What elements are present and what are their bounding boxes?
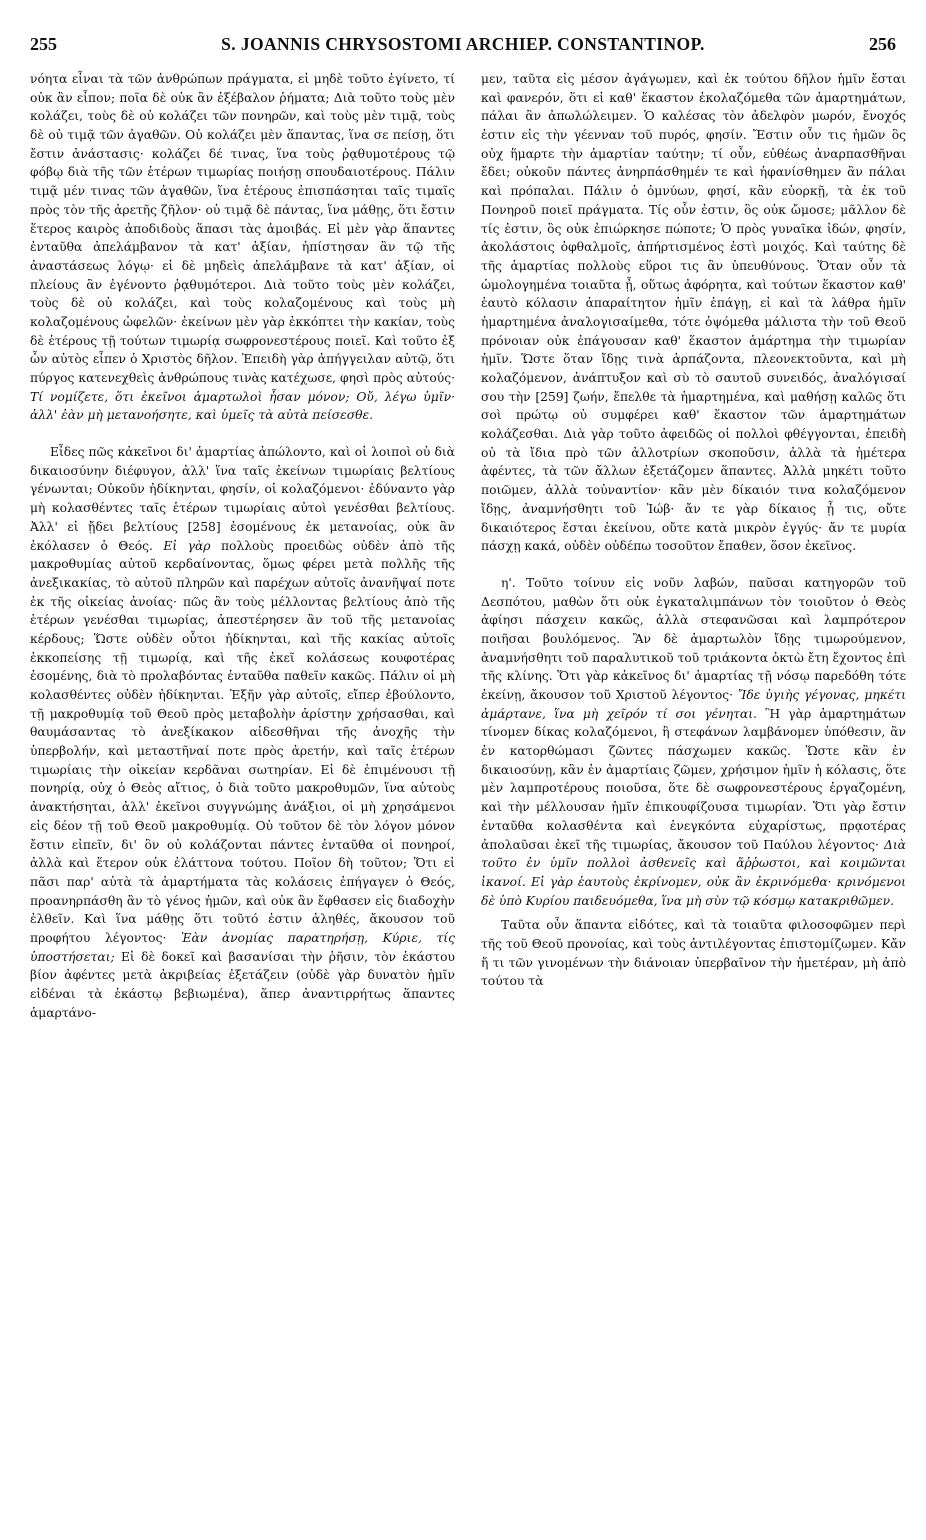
right-column <box>481 70 906 991</box>
scripture-quote: Τί νομίζετε, ὅτι ἐκεῖνοι ἁμαρτωλοὶ ἦσαν μόνον; Οὔ, λέγω ὑμῖν· ἀλλ' ἐὰν μὴ μετανοήσητε, καὶ ὑμεῖς τὰ αὐτὰ πείσεσθε. <box>30 389 455 423</box>
paragraph-text: Εἶδες πῶς κἀκεῖνοι δι' ἁμαρτίας ἀπώλοντο, καὶ οἱ λοιποὶ οὐ διὰ δικαιοσύνην διέφυγον, ἀλλ' ἵνα ταῖς ἐκείνων τιμωρίαις βελτίους γένωνται; Οὐκοῦν ἠδίκηνται, φησίν, οἱ κολαζόμενοι· ἐδύναντο γὰρ μὴ κολασθέντες ταῖς ἑτέρων τιμωρίαις αὐτοὶ γενέσθαι βελτίους. Ἀλλ' εἰ ᾔδει βελτίους [258] ἐσομένους ἐκ μετανοίας, οὐκ ἂν ἐκόλασεν ὁ Θεός. <box>30 445 455 553</box>
paragraph-text: νόητα εἶναι τὰ τῶν ἀνθρώπων πράγματα, εἰ μηδὲ τοῦτο ἐγίνετο, τί οὐκ ἂν εἶπον; ποῖα δὲ οὐκ ἂν ἐξέβαλον ῥήματα; Διὰ τοῦτο τοὺς μὲν κολάζει, τοὺς δὲ οὐ κολάζει τῶν πονηρῶν, καὶ τοὺς μὲν τιμᾷ, τοὺς δὲ οὐ τιμᾷ τῶν ἀγαθῶν. Οὐ κολάζει μὲν ἅπαντας, ἵνα σε πείσῃ, ὅτι ἔστιν ἀνάστασις· κολάζει δέ τινας, ἵνα τοὺς ῥᾳθυμοτέρους τῷ φόβῳ διὰ τῆς τῶν ἑτέρων τιμωρίας ποιήσῃ σπουδαιοτέρους. Πάλιν τιμᾷ μέν τινας τῶν ἀγαθῶν, ἵνα ἑτέρους ἐπισπάσηται ταῖς τιμαῖς πρὸς τὸν τῆς ἀρετῆς ζῆλον· οὐ τιμᾷ δὲ πάντας, ἵνα μάθῃς, ὅτι ἔστιν ἕτερος καιρὸς ἀποδιδοὺς ἅπασι τὰς ἀμοιβάς. Εἰ μὲν γὰρ ἅπαντες ἐνταῦθα ἀπελάμβανον τὰ κατ' ἀξίαν, ἠπίστησαν ἂν τῷ τῆς ἀναστάσεως λόγῳ· εἰ δὲ μηδεὶς ἀπελάμβανε τὰ κατ' ἀξίαν, οἱ πλείους ἂν ἐγένοντο ῥᾳθυμότεροι. Διὰ τοῦτο τοὺς μὲν κολάζει, τοὺς δὲ οὐ κολάζει, καὶ τοὺς κολαζομένους καὶ τοὺς μὴ κολαζομένους ὠφελῶν· ἐκείνων μὲν γὰρ ἐκκόπτει τὴν κακίαν, τοὺς δὲ ἑτέρους τῇ τούτων τιμωρίᾳ σωφρονεστέρους ποιεῖ. Καὶ τοῦτο ἐξ ὧν αὐτὸς εἶπεν ὁ Χριστὸς δῆλον. Ἐπειδὴ γὰρ ἀπήγγειλαν αὐτῷ, ὅτι πύργος κατενεχθεὶς ἀνθρώπους τινὰς κατέχωσε, φησὶ πρὸς αὐτούς· <box>30 72 455 385</box>
paragraph-text: Ἢ γὰρ ἁμαρτημάτων τίνομεν δίκας κολαζόμενοι, ἢ στεφάνων λαμβάνομεν ὑπόθεσιν, ἂν ἐν κατορθώμασι ζῶντες πάσχωμεν κακῶς. Ὥστε κἂν ἐν δικαιοσύνῃ, κἂν ἐν ἁμαρτίαις ζῶμεν, χρήσιμον ἡμῖν ἡ κόλασις, ὅτε μὲν λαμπροτέρους ποιοῦσα, ὅτε δὲ σωφρονεστέρους ἐργαζομένη, καὶ τὴν μέλλουσαν ἡμῖν ἐπικουφίζουσα τιμωρίαν. Ὅτι γὰρ ἔστιν ἐνταῦθα κολασθέντα καὶ ἐνεγκόντα εὐχαρίστως, πρᾳοτέρας ἀπολαῦσαι ἐκεῖ τῆς τιμωρίας, ἄκουσον τοῦ Παύλου λέγοντος· <box>481 706 906 852</box>
paragraph-text: Εἰ δὲ δοκεῖ καὶ βασανίσαι τὴν ῥῆσιν, τὸν ἑκάστου βίον ἀφέντες μετὰ ἀκριβείας ἐξετάζειν (οὐδὲ γὰρ δυνατὸν ἡμῖν εἰδέναι τὰ ἑκάστῳ βεβιωμένα), ἅπερ ἀναντιρρήτως ἅπαντες ἁμαρτάνο- <box>30 949 455 1020</box>
paragraph-text: η'. Τοῦτο τοίνυν εἰς νοῦν λαβών, παῦσαι κατηγορῶν τοῦ Δεσπότου, μαθὼν ὅτι οὐκ ἐγκαταλιμπάνων τὸν τοιοῦτον ὁ Θεὸς ἀφίησι πάσχειν κακῶς, ἀλλὰ στεφανῶσαι καὶ λαμπρότερον ποιῆσαι βουλόμενος. Ἂν δὲ ἁμαρτωλὸν ἴδῃς τιμωρούμενον, ἀναμνήσθητι τοῦ παραλυτικοῦ τοῦ τριάκοντα ὀκτὼ ἔτη ἔχοντος ἐπὶ τῆς κλίνης. Ὅτι γὰρ κἀκεῖνος δι' ἁμαρτίας τῇ νόσῳ παρεδόθη τότε ἐκείνῃ, ἄκουσον τοῦ Χριστοῦ λέγοντος· <box>481 575 906 702</box>
paragraph-text: Ταῦτα οὖν ἅπαντα εἰδότες, καὶ τὰ τοιαῦτα φιλοσοφῶμεν περὶ τῆς τοῦ Θεοῦ προνοίας, καὶ τοὺς ἀντιλέγοντας ἐπιστομίζωμεν. Κἄν ἤ τι τῶν γινομένων τὴν διάνοιαν ὑπερβαῖνον τὴν ἡμετέραν, μὴ ἀπὸ τούτου τὰ <box>481 918 906 989</box>
paragraph <box>481 70 906 556</box>
paragraph-text: πολλοὺς προειδὼς οὐδὲν ἀπὸ τῆς μακροθυμίας αὐτοῦ κερδαίνοντας, ὅμως φέρει μετὰ πολλῆς τῆς ἀνεξικακίας, τὸ αὐτοῦ πληρῶν καὶ παρέχων αὐτοῖς ἀνανῆψαί ποτε ἐκ τῆς οἰκείας ἀνοίας· πῶς ἂν τοὺς μέλλοντας βελτίους ἀπὸ τῆς ἑτέρων γενέσθαι τιμωρίας, ἀπεστέρησεν ἂν τοῦ τῆς μετανοίας κέρδους; Ὥστε οὐδὲν οὗτοι ἠδίκηνται, καὶ τῆς κακίας αὐτοῖς ἐκκοπείσης τῇ τιμωρίᾳ, καὶ τῆς ἐκεῖ κολάσεως κουφοτέρας ἐσομένης, διὰ τὸ προλαβόντας ἐνταῦθα παθεῖν κακῶς. Πάλιν οἱ μὴ κολασθέντες οὐδὲν ἠδίκηνται. Ἐξῆν γὰρ αὐτοῖς, εἴπερ ἐβούλοντο, τῇ μακροθυμίᾳ τοῦ Θεοῦ πρὸς μεταβολὴν ἀρίστην χρήσασθαι, καὶ θαυμάσαντας τὸ ἀνεξίκακον αἰδεσθῆναι τῆς ἀνοχῆς τὴν ὑπερβολήν, καὶ μεταστῆναί ποτε πρὸς ἀρετήν, καὶ ταῖς ἑτέρων τιμωρίαις τὴν οἰκείαν κερδᾶναι σωτηρίαν. Εἰ δὲ ἐπιμένουσι τῇ πονηρίᾳ, οὐχ ὁ Θεὸς αἴτιος, ὁ διὰ τοῦτο μακροθυμῶν, ἵνα αὐτοὺς ἀνακτήσηται, ἀλλ' ἐκεῖνοι συγγνώμης ἀνάξιοι, οἱ μὴ χρησάμενοι εἰς δέον τῇ τοῦ Θεοῦ μακροθυμίᾳ. Οὐ τοῦτον δὲ τὸν λόγον μόνον ἔστιν εἰπεῖν, δι' ὃν οὐ κολάζονται πάντες ἐνταῦθα οἱ πονηροί, ἀλλὰ καὶ ἕτερον οὐκ ἐλάττονα τούτου. Ποῖον δὴ τοῦτον; Ὅτι εἰ πᾶσι παρ' αὐτὰ τὰ ἁμαρτήματα τὰς κολάσεις ἐπήγαγεν ὁ Θεός, προανηρπάσθη ἂν τὸ γένος ἡμῶν, καὶ οὐκ ἂν ἔφθασεν εἰς διαδοχὴν ἐλθεῖν. Καὶ ἵνα μάθῃς ὅτι τοῦτό ἐστιν ἀληθές, ἄκουσον τοῦ προφήτου λέγοντος· <box>30 538 455 945</box>
page-number-right: 256 <box>869 34 896 54</box>
scripture-quote: Ἴδε ὑγιὴς γέγονας, μηκέτι ἁμάρτανε, ἵνα μὴ χεῖρόν τί σοι γένηται. <box>481 688 906 721</box>
paragraph <box>481 916 906 991</box>
paragraph <box>30 70 455 425</box>
italic-phrase: Εἰ γὰρ <box>163 538 211 553</box>
page-header <box>30 34 896 64</box>
paragraph <box>30 443 455 1022</box>
page-number-left: 255 <box>30 34 57 54</box>
scripture-quote: Ἐὰν ἀνομίας παρατηρήσῃ, Κύριε, τίς ὑποστήσεται; <box>30 930 455 964</box>
paragraph-text: μεν, ταῦτα εἰς μέσον ἀγάγωμεν, καὶ ἐκ τούτου δῆλον ἡμῖν ἔσται καὶ φανερόν, ὅτι εἰ καθ' ἕκαστον ἐκολαζόμεθα τῶν ἁμαρτημάτων, πάλαι ἂν ἀπωλώλειμεν. Ὁ καλέσας τὸν ἀδελφὸν μωρόν, ἔνοχός ἐστιν εἰς τὴν γέενναν τοῦ πυρός, φησίν. Ἔστιν οὖν τις ἡμῶν ὃς οὐχ ἥμαρτε τὴν ἁμαρτίαν ταύτην; τί οὖν, εὐθέως ἀναρπασθῆναι ἔδει; οὐκοῦν πάντες ἀνηρπάσθημέν τε καὶ ἠφανίσθημεν ἂν πάλαι καὶ πρόπαλαι. Πάλιν ὁ ὀμνύων, φησί, κἂν εὐορκῇ, τὰ ἐκ τοῦ Πονηροῦ ποιεῖ πράγματα. Τίς οὖν ἐστιν, ὃς οὐκ ὤμοσε; μᾶλλον δὲ τίς ἐστιν, ὃς οὐκ ἐπιώρκησε πώποτε; Ὁ πρὸς γυναῖκα ἰδών, φησίν, ἀκολάστοις ὀφθαλμοῖς, ἀπήρτισμένος ἐστὶ μοιχός. Καὶ ταύτης δὲ τῆς ἁμαρτίας πολλοὺς εὕροι τις ἂν ὑπευθύνους. Ὅταν οὖν τὰ ὡμολογημένα τοιαῦτα ᾖ, οὕτως ἀφόρητα, καὶ τούτων ἕκαστον καθ' ἑαυτὸ κόλασιν ἀπαραίτητον ἡμῖν ἐπάγῃ, εἰ καὶ τὰ λάθρα ἡμῖν ἡμαρτημένα ἀναλογισαίμεθα, τότε ὀψόμεθα μάλιστα τὴν τοῦ Θεοῦ πρόνοιαν οὐκ ἐπάγουσαν καθ' ἕκαστον ἁμάρτημα τὴν τιμωρίαν ἡμῖν. Ὥστε ὅταν ἴδῃς τινὰ ἁρπάζοντα, πλεονεκτοῦντα, καὶ μὴ κολαζόμενον, ἀνάπτυξον καὶ σὺ τὸ σαυτοῦ συνειδός, ἀναλόγισαί σου τὴν [259] ζωήν, ἔπελθε τὰ ἡμαρτημένα, καὶ μαθήσῃ καλῶς ὅτι σοὶ πρώτῳ οὐ συμφέρει καθ' ἕκαστον τῶν ἁμαρτημάτων κολάζεσθαι. Διὰ γὰρ τοῦτο ἀφειδῶς οἱ πολλοὶ φθέγγονται, ἐπειδὴ οὐ τὰ ἴδια πρὸ τῶν ἀλλοτρίων σκοποῦσιν, ἀλλὰ τὰ ἡμέτερα ἀφέντες, τὰ τῶν ἄλλων ἐξετάζομεν ἅπαντες. Ἀλλὰ μηκέτι τοῦτο ποιῶμεν, ἀλλὰ τοὐναντίον· κἂν μὲν δίκαιόν τινα κολαζόμενον ἴδῃς, ἀναμνήσθητι τοῦ Ἰώβ· ἄν τε γὰρ δίκαιος ᾖ τις, οὔτε δικαιότερος ἔσται ἐκείνου, οὔτε κατὰ μικρὸν ἐγγύς· ἄν τε μυρία πάσχῃ κακά, οὐδὲν οὐδέπω τοσοῦτον ἔπαθεν, ὅσον ἐκεῖνος. <box>481 72 906 554</box>
paragraph <box>481 574 906 910</box>
running-title: S. JOANNIS CHRYSOSTOMI ARCHIEP. CONSTANTINOP. <box>221 34 705 54</box>
scripture-quote: Διὰ τοῦτο ἐν ὑμῖν πολλοὶ ἀσθενεῖς καὶ ἄῤῥωστοι, καὶ κοιμῶνται ἱκανοί. Εἰ γὰρ ἑαυτοὺς ἐκρίνομεν, οὐκ ἂν ἐκρινόμεθα· κρινόμενοι δὲ ὑπὸ Κυρίου παιδευόμεθα, ἵνα μὴ σὺν τῷ κόσμῳ κατακριθῶμεν. <box>481 837 906 908</box>
left-column <box>30 70 455 1022</box>
